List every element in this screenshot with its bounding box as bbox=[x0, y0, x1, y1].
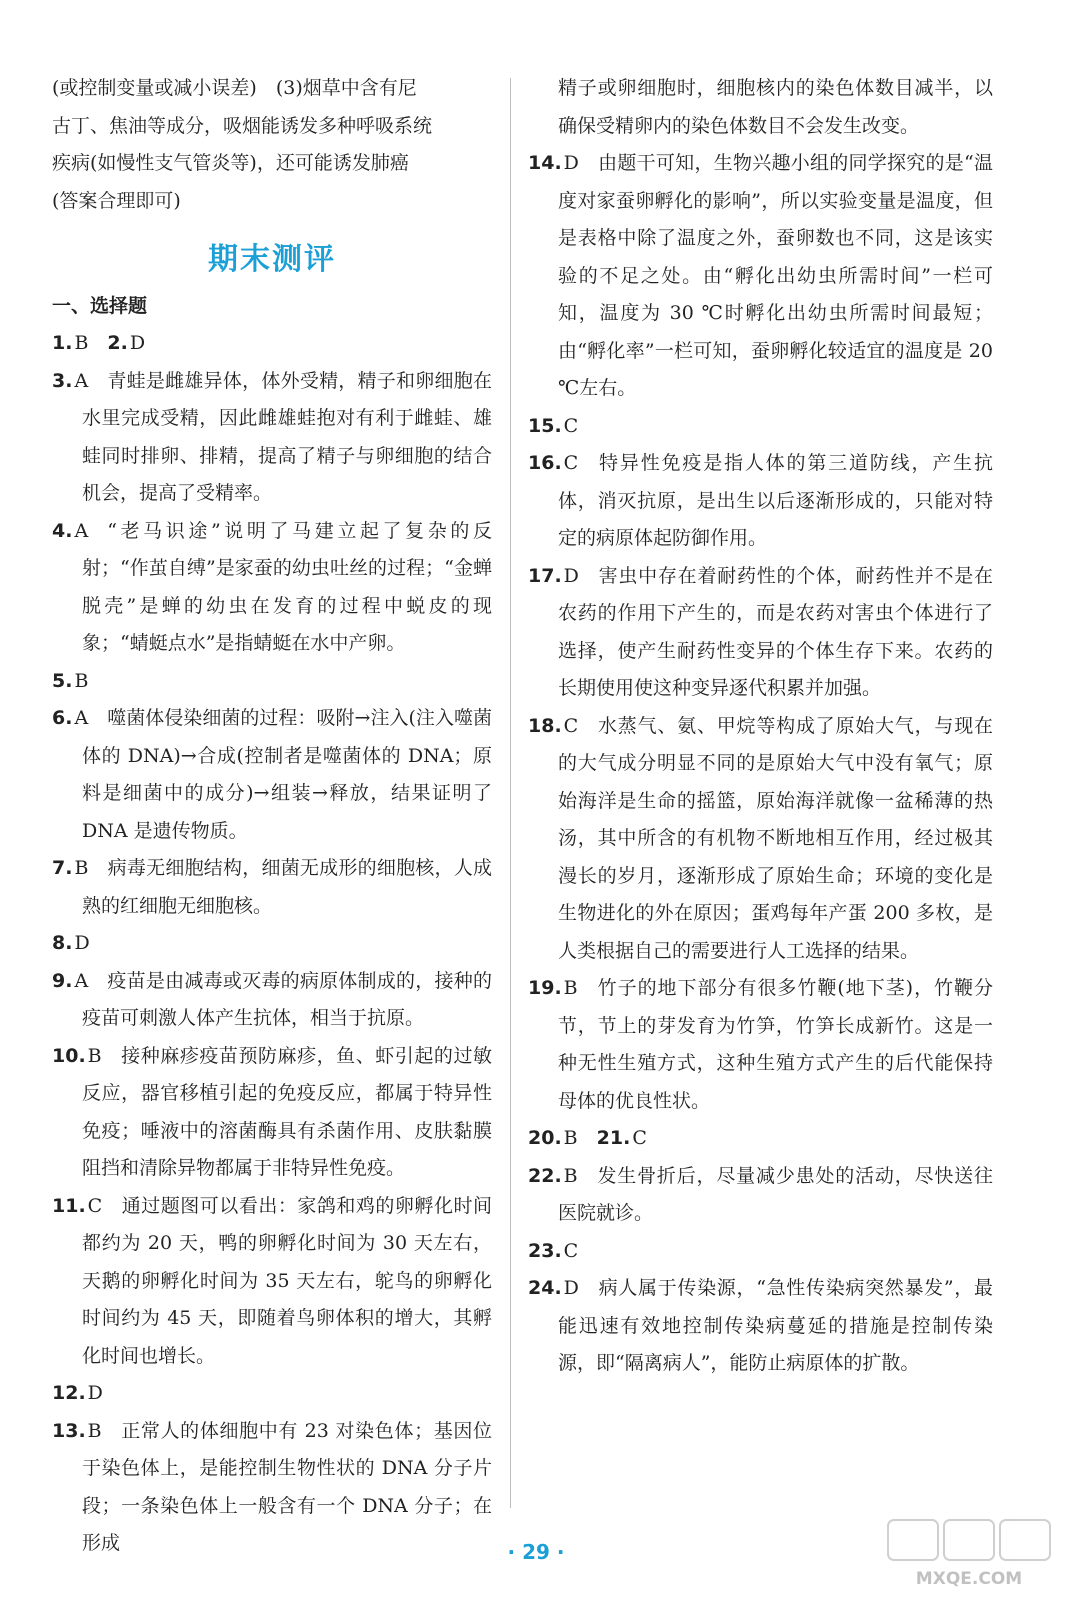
answer-explanation: 由题干可知，生物兴趣小组的同学探究的是“温度对家蚕卵孵化的影响”，所以实验变量是温度，但是表格中除了温度之外，蚕卵数也不同，这是该实验的不足之处。由“孵化出幼虫所需时间”一栏可知，温度为 30 ℃时孵化出幼虫所需时间最短；由“孵化率”一栏可知，蚕卵孵化较适宜的温度是 20 ℃左右。 bbox=[558, 152, 993, 399]
answer-letter: A bbox=[74, 969, 89, 992]
watermark-text: MXQE.COM bbox=[915, 1569, 1023, 1589]
answer-item bbox=[528, 1120, 993, 1158]
answer-explanation: 正常人的体细胞中有 23 对染色体；基因位于染色体上，是能控制生物性状的 DNA 分子片段；一条染色体上一般含有一个 DNA 分子；在形成 bbox=[82, 1419, 492, 1554]
answer-item bbox=[52, 963, 492, 1038]
answer-explanation: 竹子的地下部分有很多竹鞭(地下茎)，竹鞭分节，节上的芽发育为竹笋，竹笋长成新竹。这是一种无性生殖方式，这种生殖方式产生的后代能保持母体的优良性状。 bbox=[558, 977, 993, 1112]
question-number: 3. bbox=[52, 369, 73, 392]
answer-item bbox=[528, 145, 993, 408]
answer-item bbox=[528, 1158, 993, 1233]
question-number: 20. bbox=[528, 1127, 562, 1149]
answer-explanation: 发生骨折后，尽量减少患处的活动，尽快送往医院就诊。 bbox=[558, 1164, 993, 1224]
subsection-title: 一、选择题 bbox=[52, 295, 148, 317]
answer-letter: C bbox=[632, 1127, 647, 1149]
answer-letter: B bbox=[563, 1127, 578, 1149]
answer-explanation: “老马识途”说明了马建立起了复杂的反射；“作茧自缚”是家蚕的幼虫吐丝的过程；“金蝉脱壳”是蝉的幼虫在发育的过程中蜕皮的现象；“蜻蜓点水”是指蜻蜓在水中产卵。 bbox=[82, 519, 492, 654]
answer-item bbox=[52, 513, 492, 663]
page-number: · 29 · bbox=[507, 1540, 565, 1564]
answer-explanation: 病毒无细胞结构，细菌无成形的细胞核，人成熟的红细胞无细胞核。 bbox=[82, 857, 492, 917]
question-number: 1. bbox=[52, 332, 73, 354]
answer-explanation: 接种麻疹疫苗预防麻疹，鱼、虾引起的过敏反应，器官移植引起的免疫反应，都属于特异性免疫；唾液中的溶菌酶具有杀菌作用、皮肤黏膜阻挡和清除异物都属于非特异性免疫。 bbox=[82, 1044, 492, 1179]
answer-letter: C bbox=[87, 1194, 103, 1217]
question-number: 8. bbox=[52, 932, 73, 954]
answer-item bbox=[52, 1375, 492, 1413]
question-number: 17. bbox=[528, 564, 562, 587]
carryover-line: (答案合理即可) bbox=[52, 189, 181, 212]
answer-letter: B bbox=[563, 977, 578, 999]
question-number: 11. bbox=[52, 1194, 86, 1217]
watermark-logo bbox=[884, 1516, 1054, 1592]
answer-letter: C bbox=[563, 452, 579, 474]
question-number: 15. bbox=[528, 414, 562, 437]
answer-item bbox=[528, 1270, 993, 1383]
answer-letter: B bbox=[87, 1044, 102, 1067]
question-number: 10. bbox=[52, 1044, 86, 1067]
answer-letter: C bbox=[563, 1239, 579, 1262]
answer-item bbox=[52, 1038, 492, 1188]
answer-letter: C bbox=[563, 414, 579, 437]
answer-explanation: 疫苗是由减毒或灭毒的病原体制成的，接种的疫苗可刺激人体产生抗体，相当于抗原。 bbox=[82, 969, 492, 1029]
answer-item bbox=[52, 850, 492, 925]
answer-item bbox=[52, 925, 492, 963]
answer-letter: A bbox=[74, 519, 89, 542]
answer-letter: A bbox=[74, 369, 89, 392]
carryover-line: 疾病(如慢性支气管炎等)，还可能诱发肺癌 bbox=[52, 152, 409, 174]
question-number: 2. bbox=[107, 332, 128, 354]
answer-letter: B bbox=[74, 332, 89, 354]
answer-explanation: 通过题图可以看出：家鸽和鸡的卵孵化时间都约为 20 天，鸭的卵孵化时间为 30 天左右，天鹅的卵孵化时间为 35 天左右，鸵鸟的卵孵化时间约为 45 天，即随着鸟卵体积的增大，其孵化时间也增长。 bbox=[82, 1194, 492, 1367]
column-divider bbox=[510, 78, 511, 1508]
answer-item bbox=[528, 408, 993, 446]
carryover-answer-right: 精子或卵细胞时，细胞核内的染色体数目减半，以确保受精卵内的染色体数目不会发生改变。 bbox=[558, 77, 993, 137]
answer-explanation: 害虫中存在着耐药性的个体，耐药性并不是在农药的作用下产生的，而是农药对害虫个体进行了选择，使产生耐药性变异的个体生存下来。农药的长期使用使这种变异逐代积累并加强。 bbox=[558, 564, 993, 699]
question-number: 23. bbox=[528, 1239, 562, 1262]
answer-explanation: 噬菌体侵染细菌的过程：吸附→注入(注入噬菌体的 DNA)→合成(控制者是噬菌体的 DNA；原料是细菌中的成分)→组装→释放，结果证明了 DNA 是遗传物质。 bbox=[82, 707, 492, 842]
answer-list-right bbox=[528, 145, 993, 1383]
carryover-line: (或控制变量或减小误差) (3)烟草中含有尼 bbox=[52, 77, 417, 99]
answer-item bbox=[52, 325, 492, 363]
question-number: 7. bbox=[52, 857, 73, 879]
answer-explanation: 病人属于传染源，“急性传染病突然暴发”，最能迅速有效地控制传染病蔓延的措施是控制传染源，即“隔离病人”，能防止病原体的扩散。 bbox=[558, 1277, 993, 1374]
answer-explanation: 水蒸气、氨、甲烷等构成了原始大气，与现在的大气成分明显不同的是原始大气中没有氧气；原始海洋是生命的摇篮，原始海洋就像一盆稀薄的热汤，其中所含的有机物不断地相互作用，经过极其漫长的岁月，逐渐形成了原始生命；环境的变化是生物进化的外在原因；蛋鸡每年产蛋 200 多枚，是人类根据自己的需要进行人工选择的结果。 bbox=[558, 714, 993, 962]
answer-item bbox=[528, 558, 993, 708]
question-number: 22. bbox=[528, 1164, 562, 1187]
answer-letter: B bbox=[563, 1164, 578, 1187]
answer-letter: B bbox=[74, 857, 89, 879]
answer-list-left bbox=[52, 325, 492, 1563]
answer-letter: D bbox=[74, 932, 90, 954]
question-number: 24. bbox=[528, 1277, 562, 1299]
answer-item bbox=[528, 970, 993, 1120]
question-number: 21. bbox=[596, 1127, 631, 1149]
answer-item bbox=[52, 363, 492, 513]
question-number: 9. bbox=[52, 969, 73, 992]
question-number: 12. bbox=[52, 1382, 86, 1404]
answer-letter: B bbox=[74, 669, 89, 692]
answer-letter: D bbox=[129, 332, 146, 354]
right-column bbox=[528, 70, 993, 1383]
section-title: 期末测评 bbox=[208, 242, 336, 277]
answer-item bbox=[528, 1233, 993, 1271]
question-number: 18. bbox=[528, 714, 562, 737]
answer-explanation: 青蛙是雌雄异体，体外受精，精子和卵细胞在水里完成受精，因此雌雄蛙抱对有利于雌蛙、雄蛙同时排卵、排精，提高了精子与卵细胞的结合机会，提高了受精率。 bbox=[82, 369, 492, 504]
question-number: 5. bbox=[52, 669, 73, 692]
answer-letter: B bbox=[87, 1419, 102, 1442]
question-number: 14. bbox=[528, 152, 562, 174]
carryover-answer bbox=[52, 70, 492, 220]
answer-letter: D bbox=[563, 564, 579, 587]
answer-item bbox=[528, 445, 993, 558]
answer-letter: D bbox=[563, 152, 579, 174]
question-number: 13. bbox=[52, 1419, 86, 1442]
answer-letter: C bbox=[563, 714, 579, 737]
question-number: 6. bbox=[52, 707, 73, 729]
question-number: 4. bbox=[52, 519, 73, 542]
answer-item bbox=[52, 700, 492, 850]
answer-item bbox=[52, 663, 492, 701]
answer-explanation: 特异性免疫是指人体的第三道防线，产生抗体，消灭抗原，是出生以后逐渐形成的，只能对特定的病原体起防御作用。 bbox=[558, 452, 993, 549]
answer-letter: A bbox=[74, 707, 89, 729]
carryover-line: 古丁、焦油等成分，吸烟能诱发多种呼吸系统 bbox=[52, 114, 433, 137]
left-column bbox=[52, 70, 492, 1563]
question-number: 19. bbox=[528, 977, 562, 999]
question-number: 16. bbox=[528, 452, 562, 474]
answer-letter: D bbox=[563, 1277, 579, 1299]
answer-item bbox=[528, 708, 993, 971]
answer-item bbox=[52, 1188, 492, 1376]
answer-letter: D bbox=[87, 1382, 103, 1404]
